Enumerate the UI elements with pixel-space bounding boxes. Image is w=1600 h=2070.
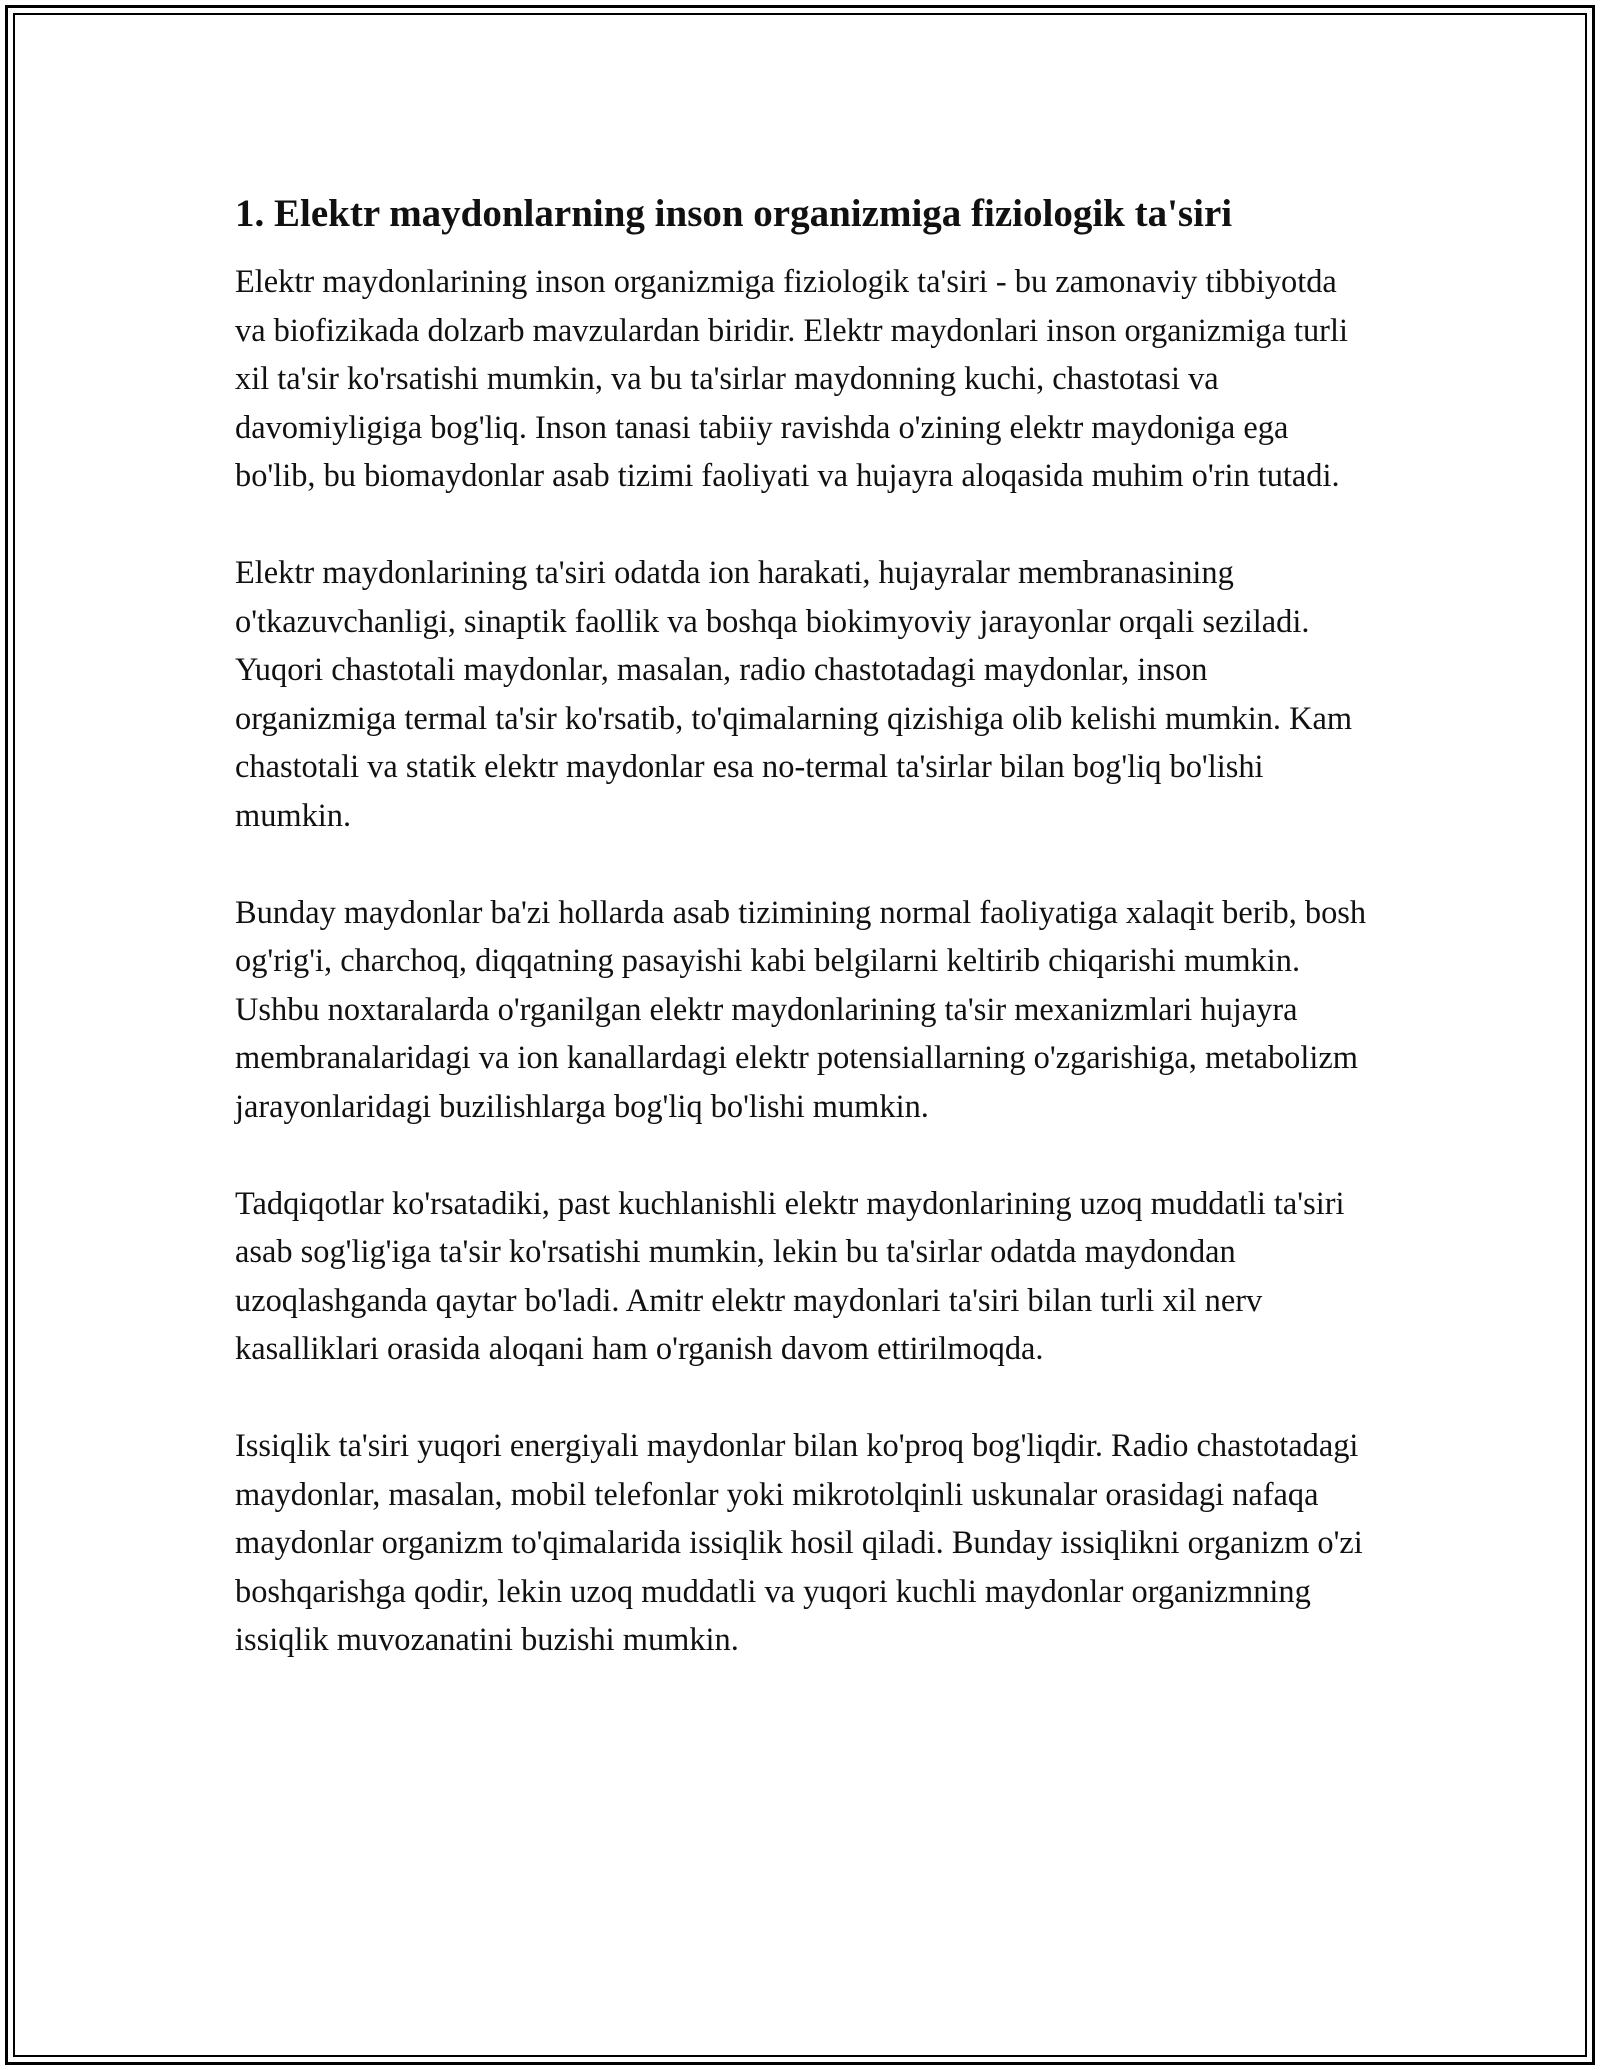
document-title: 1. Elektr maydonlarning inson organizmiga fiziologik ta'siri	[235, 192, 1233, 235]
paragraph-4: Tadqiqotlar ko'rsatadiki, past kuchlanishli elektr maydonlarining uzoq muddatli ta'siri asab sog'lig'iga ta'sir ko'rsatishi mumkin, lekin bu ta'sirlar odatda maydondan uzoqlashganda qaytar bo'ladi. Amitr elektr maydonlari ta'siri bilan turli xil nerv kasalliklari orasida aloqani ham o'rganish davom ettirilmoqda.	[235, 1185, 1345, 1367]
paragraph-1: Elektr maydonlarining inson organizmiga fiziologik ta'siri - bu zamonaviy tibbiyotda va biofizikada dolzarb mavzulardan biridir. Elektr maydonlari inson organizmiga turli xil ta'sir ko'rsatishi mumkin, va bu ta'sirlar maydonning kuchi, chastotasi va davomiyligiga bog'liq. Inson tanasi tabiiy ravishda o'zining elektr maydoniga ega bo'lib, bu biomaydonlar asab tizimi faoliyati va hujayra aloqasida muhim o'rin tutadi.	[235, 264, 1348, 494]
paragraph-2: Elektr maydonlarining ta'siri odatda ion harakati, hujayralar membranasining o'tkazuvchanligi, sinaptik faollik va boshqa biokimyoviy jarayonlar orqali seziladi. Yuqori chastotali maydonlar, masalan, radio chastotadagi maydonlar, inson organizmiga termal ta'sir ko'rsatib, to'qimalarning qizishiga olib kelishi mumkin. Kam chastotali va statik elektr maydonlar esa no-termal ta'sirlar bilan bog'liq bo'lishi mumkin.	[235, 555, 1353, 834]
paragraph-3: Bunday maydonlar ba'zi hollarda asab tizimining normal faoliyatiga xalaqit berib, bosh og'rig'i, charchoq, diqqatning pasayishi kabi belgilarni keltirib chiqarishi mumkin. Ushbu noxtaralarda o'rganilgan elektr maydonlarining ta'sir mexanizmlari hujayra membranalaridagi va ion kanallardagi elektr potensiallarning o'zgarishiga, metabolizm jarayonlaridagi buzilishlarga bog'liq bo'lishi mumkin.	[235, 894, 1367, 1125]
paragraph-5: Issiqlik ta'siri yuqori energiyali maydonlar bilan ko'proq bog'liqdir. Radio chastotadagi maydonlar, masalan, mobil telefonlar yoki mikrotolqinli uskunalar orasidagi nafaqa maydonlar organizm to'qimalarida issiqlik hosil qiladi. Bunday issiqlikni organizm o'zi boshqarishga qodir, lekin uzoq muddatli va yuqori kuchli maydonlar organizmning issiqlik muvozanatini buzishi mumkin.	[235, 1428, 1363, 1658]
document-body	[235, 188, 1375, 1713]
